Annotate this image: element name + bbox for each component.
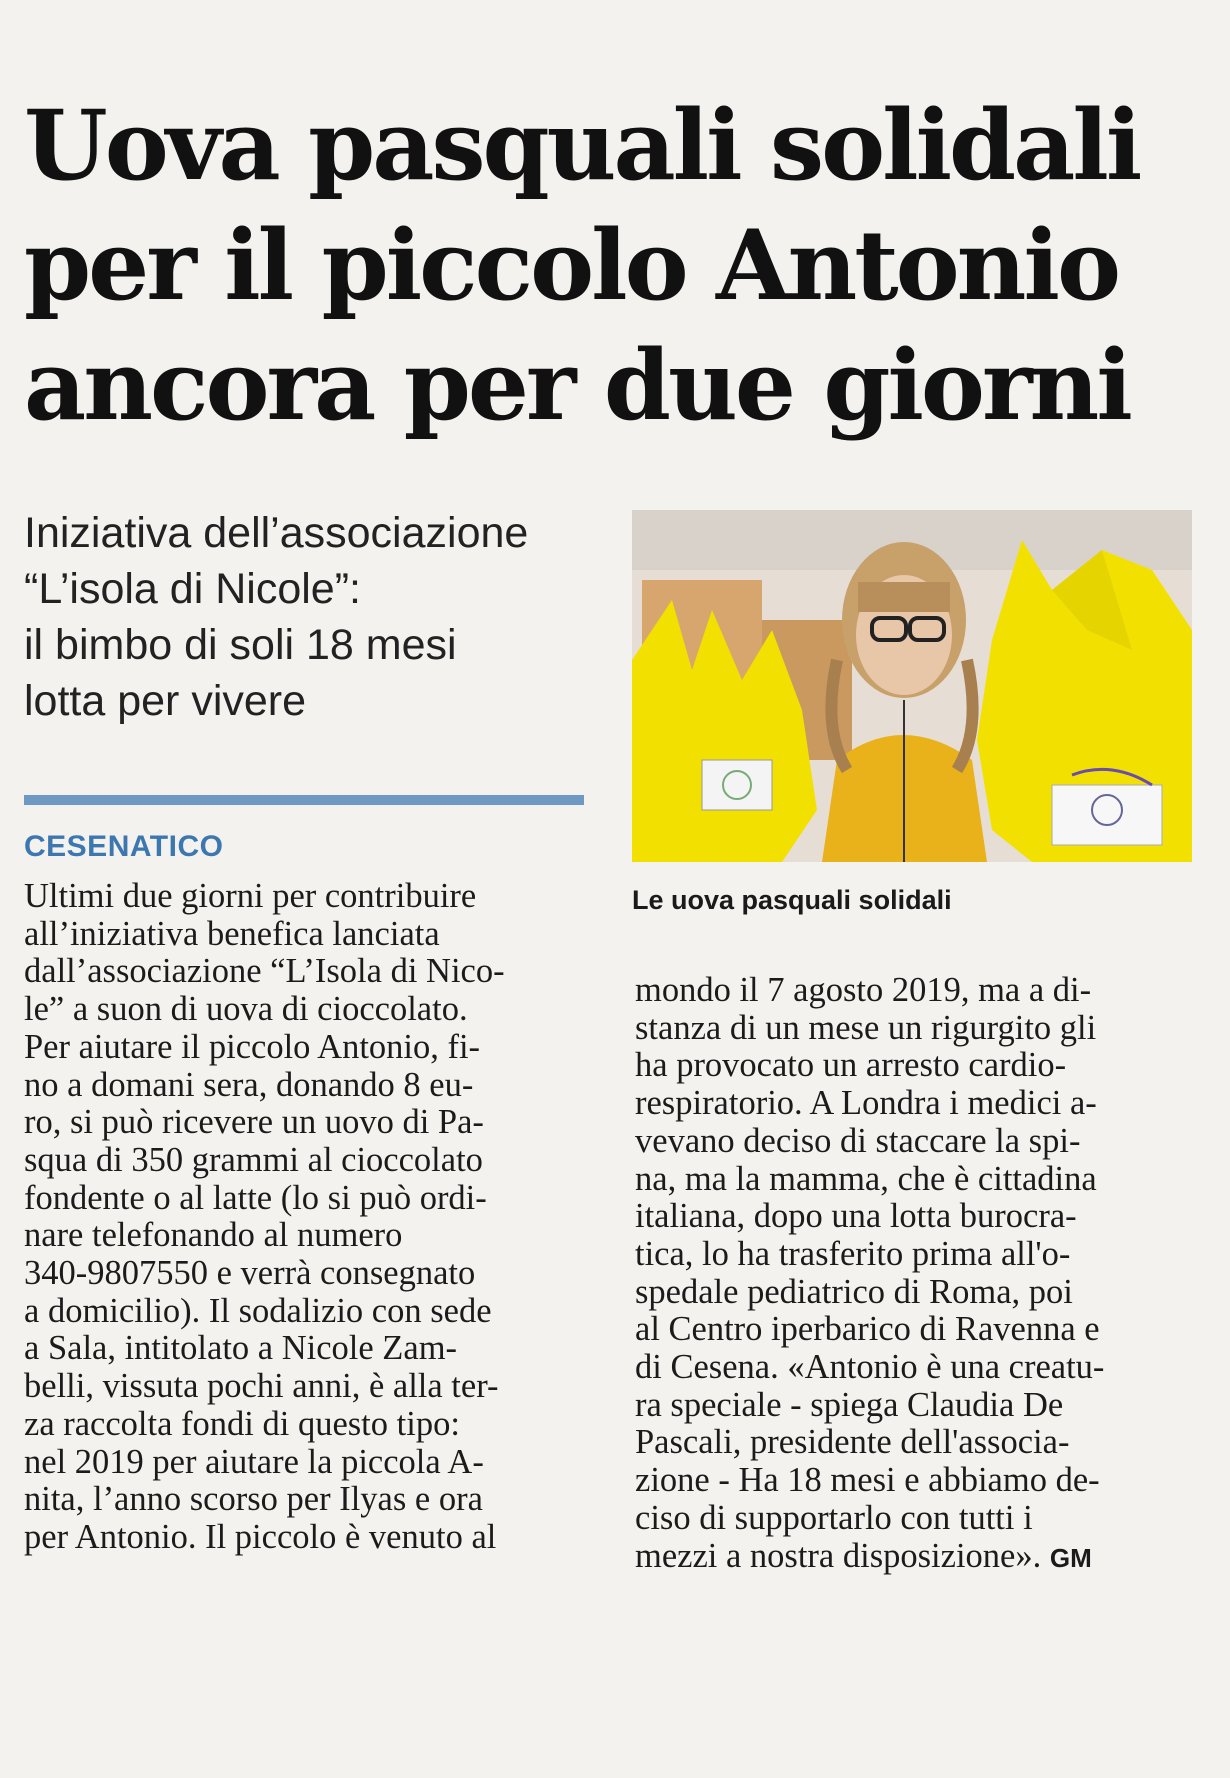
body-line: ro, si può ricevere un uovo di Pa- [24, 1103, 484, 1142]
body-column-2 [635, 972, 1195, 1577]
body-line: na, ma la mamma, che è cittadina [635, 1159, 1097, 1198]
body-line: za raccolta fondi di questo tipo: [24, 1404, 460, 1443]
body-line-text: mezzi a nostra disposizione». [635, 1536, 1042, 1575]
body-line: italiana, dopo una lotta burocra- [635, 1197, 1077, 1236]
article-photo [632, 510, 1192, 862]
body-line: tica, lo ha trasferito prima all'o- [635, 1234, 1071, 1273]
body-line: all’iniziativa benefica lanciata [24, 914, 440, 953]
body-line: no a domani sera, donando 8 eu- [24, 1065, 474, 1104]
body-line: 340-9807550 e verrà consegnato [24, 1254, 476, 1293]
subhead-line: il bimbo di soli 18 mesi [24, 621, 457, 669]
body-line: nel 2019 per aiutare la piccola A- [24, 1442, 484, 1481]
location-kicker: CESENATICO [24, 830, 224, 863]
body-line: respiratorio. A Londra i medici a- [635, 1084, 1097, 1123]
body-line: di Cesena. «Antonio è una creatu- [635, 1348, 1105, 1387]
body-line: ciso di supportarlo con tutti i [635, 1498, 1033, 1537]
body-line: mondo il 7 agosto 2019, ma a di- [635, 971, 1092, 1009]
headline-line: per il piccolo Antonio [24, 209, 1118, 323]
body-line: Per aiutare il piccolo Antonio, fi- [24, 1027, 481, 1066]
body-line: Pascali, presidente dell'associa- [635, 1423, 1070, 1462]
body-line: nare telefonando al numero [24, 1216, 403, 1255]
body-line: Ultimi due giorni per contribuire [24, 877, 477, 915]
body-line: a Sala, intitolato a Nicole Zam- [24, 1329, 458, 1368]
photo-illustration [632, 510, 1192, 862]
subhead-line: “L’isola di Nicole”: [24, 565, 361, 613]
body-line: per Antonio. Il piccolo è venuto al [24, 1517, 497, 1556]
body-line: ha provocato un arresto cardio- [635, 1046, 1067, 1085]
body-line: a domicilio). Il sodalizio con sede [24, 1291, 492, 1330]
body-line-last [635, 1538, 1195, 1578]
subhead-line: Iniziativa dell’associazione [24, 509, 529, 557]
body-column-1 [24, 878, 584, 1557]
body-line: le” a suon di uova di cioccolato. [24, 990, 468, 1029]
subhead-line: lotta per vivere [24, 677, 307, 725]
body-line: stanza di un mese un rigurgito gli [635, 1008, 1097, 1047]
body-line: dall’associazione “L’Isola di Nico- [24, 952, 505, 991]
body-line: zione - Ha 18 mesi e abbiamo de- [635, 1461, 1100, 1500]
headline-line: ancora per due giorni [24, 329, 1130, 443]
body-line: al Centro iperbarico di Ravenna e [635, 1310, 1100, 1349]
body-line: spedale pediatrico di Roma, poi [635, 1272, 1073, 1311]
headline-line: Uova pasquali solidali [24, 89, 1140, 203]
body-line: vevano deciso di staccare la spi- [635, 1121, 1081, 1160]
body-line: nita, l’anno scorso per Ilyas e ora [24, 1480, 483, 1519]
author-signature: GM [1049, 1542, 1092, 1573]
subheadline [24, 505, 604, 729]
body-line: belli, vissuta pochi anni, è alla ter- [24, 1367, 499, 1406]
body-line: fondente o al latte (lo si può ordi- [24, 1178, 487, 1217]
headline [24, 86, 1140, 446]
section-rule [24, 795, 584, 805]
body-line: ra speciale - spiega Claudia De [635, 1385, 1064, 1424]
body-line: squa di 350 grammi al cioccolato [24, 1140, 483, 1179]
photo-caption: Le uova pasquali solidali [632, 885, 952, 915]
